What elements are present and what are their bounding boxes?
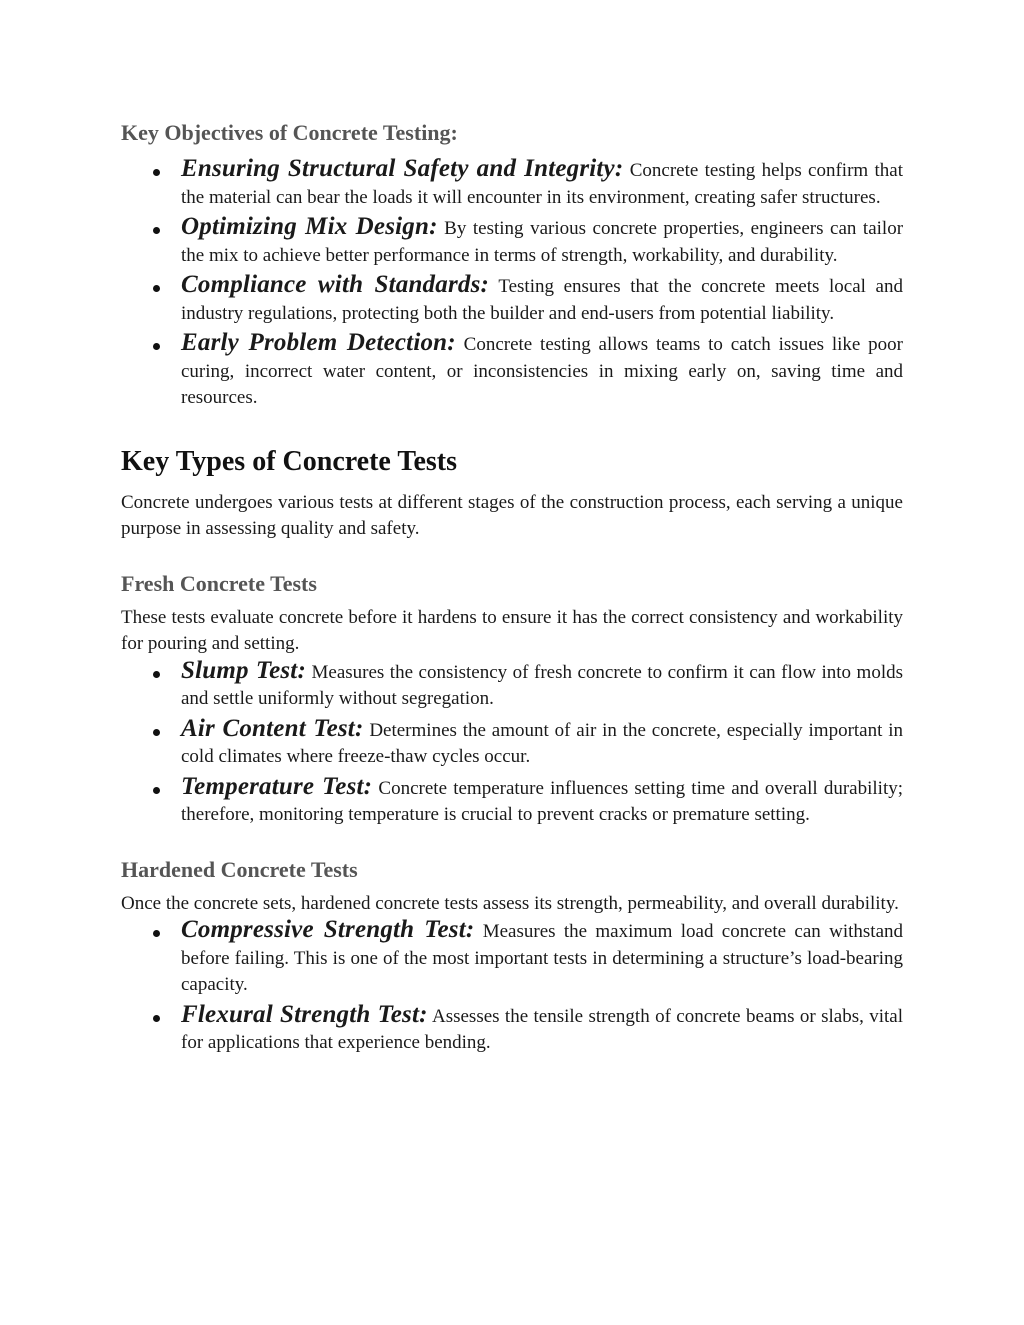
bullet-icon [153, 343, 160, 350]
bullet-icon [153, 930, 160, 937]
item-term: Air Content Test: [181, 714, 364, 742]
bullet-icon [153, 285, 160, 292]
objectives-list [121, 156, 903, 412]
hardened-list [121, 917, 903, 1057]
bullet-icon [153, 671, 160, 678]
item-term: Flexural Strength Test: [181, 1000, 428, 1028]
list-item [121, 214, 903, 269]
item-term: Optimizing Mix Design: [181, 213, 438, 240]
types-heading: Key Types of Concrete Tests [121, 445, 457, 477]
fresh-list [121, 658, 903, 829]
item-term: Early Problem Detection: [181, 329, 456, 356]
list-item [121, 716, 903, 771]
bullet-icon [153, 1015, 160, 1022]
bullet-icon [153, 227, 160, 234]
item-text: Assesses the tensile strength of concrete beams or slabs, vital for applications that experience bending. [181, 1005, 903, 1053]
list-item [121, 1002, 903, 1057]
item-text: Measures the maximum load concrete can withstand before failing. This is one of the most important tests in determining a structure’s load-bearing capacity. [181, 921, 904, 995]
types-intro: Concrete undergoes various tests at different stages of the construction process, each serving a unique purpose in assessing quality and safety. [121, 491, 903, 539]
item-text: Measures the consistency of fresh concrete to confirm it can flow into molds and settle uniformly without segregation. [181, 661, 904, 709]
bullet-icon [153, 169, 160, 176]
item-term: Compressive Strength Test: [181, 916, 475, 943]
list-item [121, 156, 903, 211]
item-term: Ensuring Structural Safety and Integrity: [181, 155, 624, 182]
item-term: Compliance with Standards: [181, 271, 490, 298]
item-text: Concrete testing helps confirm that the material can bear the loads it will encounter in its environment, creating safer structures. [181, 160, 904, 208]
item-term: Slump Test: [181, 656, 306, 684]
fresh-heading: Fresh Concrete Tests [121, 570, 317, 596]
bullet-icon [153, 787, 160, 794]
hardened-intro: Once the concrete sets, hardened concrete tests assess its strength, permeability, and overall durability. [121, 892, 899, 914]
document-content [121, 118, 903, 1057]
item-text: Concrete testing allows teams to catch issues like poor curing, incorrect water content, or inconsistencies in mixing early on, saving time and resources. [181, 334, 903, 408]
item-text: Determines the amount of air in the concrete, especially important in cold climates where freeze-thaw cycles occur. [181, 719, 904, 767]
hardened-heading: Hardened Concrete Tests [121, 856, 358, 882]
item-text: By testing various concrete properties, engineers can tailor the mix to achieve better performance in terms of strength, workability, and durability. [181, 218, 904, 266]
list-item [121, 330, 903, 412]
list-item [121, 658, 903, 713]
fresh-intro: These tests evaluate concrete before it hardens to ensure it has the correct consistency and workability for pouring and setting. [121, 606, 903, 654]
list-item [121, 272, 903, 327]
bullet-icon [153, 729, 160, 736]
item-text: Testing ensures that the concrete meets local and industry regulations, protecting both the builder and end-users from potential liability. [181, 276, 903, 324]
list-item [121, 917, 903, 999]
list-item [121, 774, 903, 829]
item-text: Concrete temperature influences setting time and overall durability; therefore, monitoring temperature is crucial to prevent cracks or premature setting. [181, 777, 904, 825]
objectives-heading: Key Objectives of Concrete Testing: [121, 120, 458, 145]
item-term: Temperature Test: [181, 772, 373, 800]
